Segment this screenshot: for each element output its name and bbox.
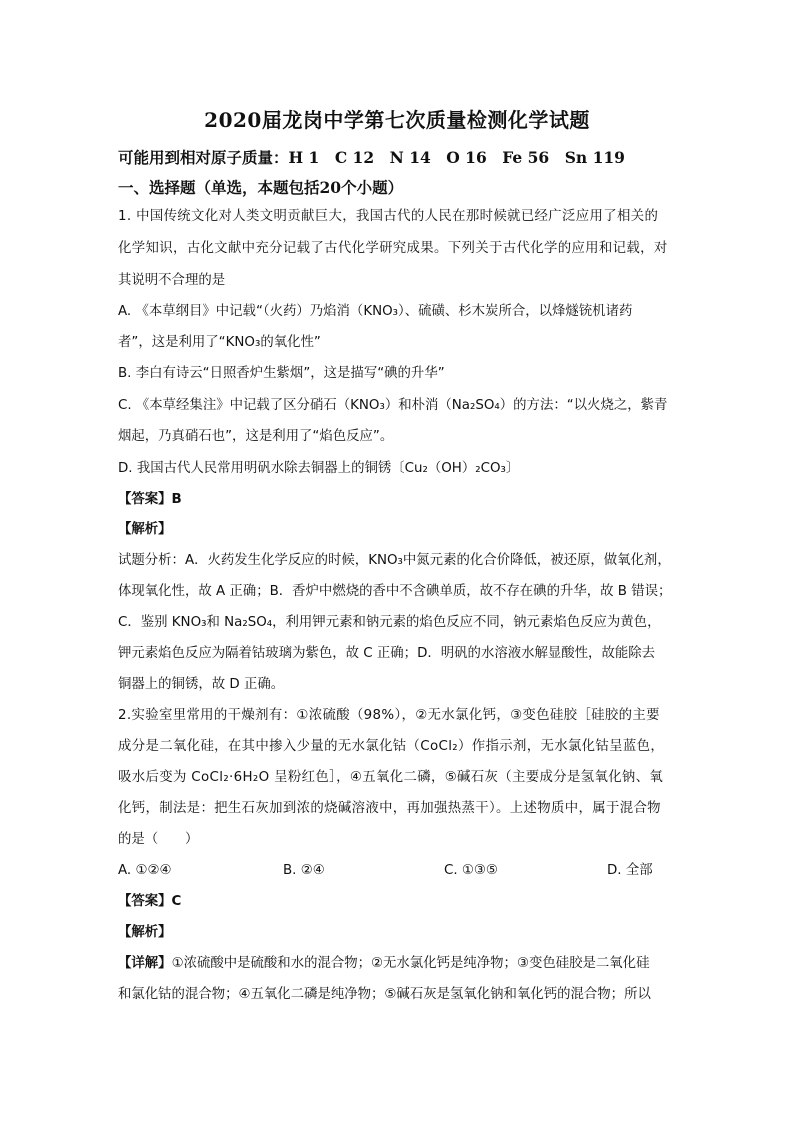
exam-title: 2020届龙岗中学第七次质量检测化学试题	[204, 108, 590, 132]
q1-option-a-line-2: 者”，这是利用了“KNO₃的氧化性”	[118, 335, 321, 350]
q1-option-c-line-1: C. 《本草经集注》中记载了区分硝石（KNO₃）和朴消（Na₂SO₄）的方法：“以火烧之，紫青	[118, 398, 668, 413]
q2-option-c: C. ①③⑤	[444, 863, 498, 878]
q2-stem-line-1: 2.实验室里常用的干燥剂有：①浓硫酸（98%），②无水氯化钙，③变色硅胶［硅胶的主要	[118, 708, 660, 723]
q2-answer: 【答案】C	[118, 894, 182, 909]
q1-analysis-line-5: 铜器上的铜锈，故 D 正确。	[118, 677, 285, 692]
q1-option-b: B. 李白有诗云“日照香炉生紫烟”，这是描写“碘的升华”	[118, 366, 445, 381]
q2-option-a: A. ①②④	[118, 863, 172, 878]
q2-option-d: D. 全部	[607, 863, 653, 878]
q2-detail-line-2: 和氯化钴的混合物；④五氧化二磷是纯净物；⑤碱石灰是氢氧化钠和氧化钙的混合物；所以	[118, 987, 651, 1002]
q1-analysis-line-2: 体现氧化性，故 A 正确；B．香炉中燃烧的香中不含碘单质，故不存在碘的升华，故 B 错误；	[118, 584, 672, 599]
q2-analysis-label: 【解析】	[118, 925, 172, 940]
q1-stem-line-2: 化学知识，古化文献中充分记载了古代化学研究成果。下列关于古代化学的应用和记载，对	[118, 241, 668, 256]
q1-option-c-line-2: 烟起，乃真硝石也”，这是利用了“焰色反应”。	[118, 429, 394, 444]
section-heading: 一、选择题（单选，本题包括20个小题）	[118, 178, 404, 197]
q1-analysis-line-4: 钾元素焰色反应为隔着钴玻璃为紫色，故 C 正确；D．明矾的水溶液水解显酸性，故能除去	[118, 646, 656, 661]
q2-option-b: B. ②④	[283, 863, 325, 878]
atomic-mass-line: 可能用到相对原子质量：H 1 C 12 N 14 O 16 Fe 56 Sn 119	[118, 148, 625, 167]
q1-analysis-line-3: C．鉴别 KNO₃和 Na₂SO₄，利用钾元素和钠元素的焰色反应不同，钠元素焰色反应为黄色，	[118, 615, 661, 630]
q2-stem-line-3: 吸水后变为 CoCl₂·6H₂O 呈粉红色］，④五氧化二磷，⑤碱石灰（主要成分是氢氧化钠、氧	[118, 770, 664, 785]
q1-answer: 【答案】B	[118, 492, 182, 507]
q1-option-d: D. 我国古代人民常用明矾水除去铜器上的铜锈〔Cu₂（OH）₂CO₃〕	[118, 461, 520, 476]
q2-detail-line-1	[118, 954, 678, 974]
q1-option-a-line-1: A. 《本草纲目》中记载“（火药）乃焰消（KNO₃）、硫磺、杉木炭所合，以烽燧铳机诸药	[118, 304, 633, 319]
q2-stem-line-4: 化钙，制法是：把生石灰加到浓的烧碱溶液中，再加强热蒸干）。上述物质中，属于混合物	[118, 801, 661, 816]
q1-analysis-label: 【解析】	[118, 522, 172, 537]
q1-analysis-line-1: 试题分析：A．火药发生化学反应的时候，KNO₃中氮元素的化合价降低，被还原，做氧化剂，	[118, 553, 671, 568]
q1-stem-line-1: 1. 中国传统文化对人类文明贡献巨大，我国古代的人民在那时候就已经广泛应用了相关的	[118, 209, 659, 224]
q2-stem-line-2: 成分是二氧化硅，在其中掺入少量的无水氯化钴（CoCl₂）作指示剂，无水氯化钴呈蓝色，	[118, 739, 665, 754]
q2-stem-line-5: 的是（ ）	[118, 832, 199, 847]
q2-detail-label: 【详解】	[118, 956, 172, 971]
q1-stem-line-3: 其说明不合理的是	[118, 273, 226, 288]
q2-detail-text-1: ①浓硫酸中是硫酸和水的混合物；②无水氯化钙是纯净物；③变色硅胶是二氧化硅	[171, 956, 650, 971]
